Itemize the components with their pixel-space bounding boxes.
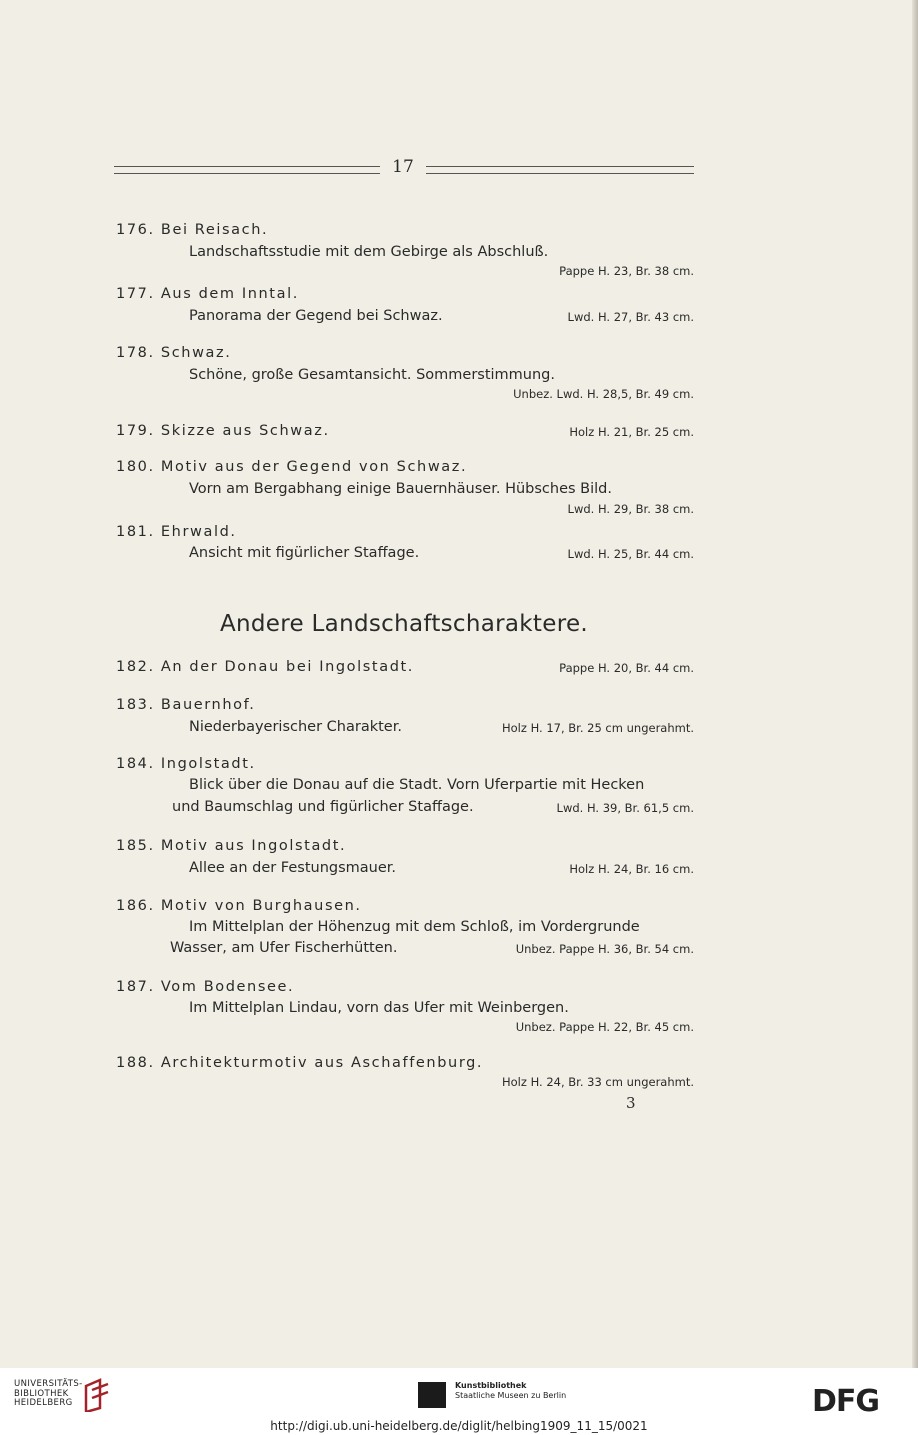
page-number: 17 [392, 157, 414, 177]
entry-184-dimensions: Lwd. H. 39, Br. 61,5 cm. [556, 801, 694, 815]
entry-185-dimensions: Holz H. 24, Br. 16 cm. [569, 862, 694, 876]
entry-186-title: 186. Motiv von Burghausen. [116, 898, 362, 914]
entry-184-description-line1: Blick über die Donau auf die Stadt. Vorn Uferpartie mit Hecken [189, 777, 645, 793]
entry-179-dimensions: Holz H. 21, Br. 25 cm. [569, 425, 694, 439]
kb-title: Kunstbibliothek [455, 1381, 527, 1390]
page-edge-shadow [912, 0, 918, 1368]
ub-logo-line: BIBLIOTHEK [14, 1388, 69, 1399]
ub-emblem-icon [82, 1378, 110, 1412]
entry-181-description: Ansicht mit figürlicher Staffage. [189, 545, 420, 561]
entry-180-dimensions: Lwd. H. 29, Br. 38 cm. [567, 502, 694, 516]
entry-179-title: 179. Skizze aus Schwaz. [116, 423, 330, 439]
dfg-logo[interactable]: DFG [812, 1384, 880, 1419]
section-heading: Andere Landschaftscharaktere. [219, 611, 589, 637]
entry-177-title: 177. Aus dem Inntal. [116, 286, 299, 302]
entry-180-description: Vorn am Bergabhang einige Bauernhäuser. Hübsches Bild. [189, 481, 612, 497]
entry-186-description-line1: Im Mittelplan der Höhenzug mit dem Schloß, im Vordergrunde [189, 919, 640, 935]
entry-188-title: 188. Architekturmotiv aus Aschaffenburg. [116, 1055, 484, 1071]
entry-187-title: 187. Vom Bodensee. [116, 979, 295, 995]
signature-mark: 3 [626, 1094, 636, 1112]
ub-logo-line: HEIDELBERG [14, 1398, 73, 1408]
kunstbibliothek-label [455, 1381, 566, 1401]
entry-183-title: 183. Bauernhof. [116, 697, 256, 713]
entry-188-dimensions: Holz H. 24, Br. 33 cm ungerahmt. [502, 1075, 694, 1089]
entry-178-description: Schöne, große Gesamtansicht. Sommerstimmung. [189, 367, 555, 383]
header-rule-right [426, 166, 694, 174]
entry-181-dimensions: Lwd. H. 25, Br. 44 cm. [567, 547, 694, 561]
entry-177-dimensions: Lwd. H. 27, Br. 43 cm. [567, 310, 694, 324]
entry-185-description: Allee an der Festungsmauer. [189, 860, 397, 876]
entry-176-dimensions: Pappe H. 23, Br. 38 cm. [559, 264, 694, 278]
entry-176-title: 176. Bei Reisach. [116, 222, 269, 238]
entry-178-title: 178. Schwaz. [116, 345, 232, 361]
header-rule-left [114, 166, 380, 174]
entry-176-description: Landschaftsstudie mit dem Gebirge als Abschluß. [189, 244, 549, 260]
entry-185-title: 185. Motiv aus Ingolstadt. [116, 838, 347, 854]
entry-184-description-line2: und Baumschlag und figürlicher Staffage. [172, 799, 474, 815]
entry-187-dimensions: Unbez. Pappe H. 22, Br. 45 cm. [515, 1020, 694, 1034]
entry-186-description-line2: Wasser, am Ufer Fischerhütten. [170, 940, 398, 956]
entry-182-title: 182. An der Donau bei Ingolstadt. [116, 659, 414, 675]
permalink-url[interactable]: http://digi.ub.uni-heidelberg.de/diglit/helbing1909_11_15/0021 [270, 1419, 648, 1433]
entry-184-title: 184. Ingolstadt. [116, 756, 256, 772]
entry-183-description: Niederbayerischer Charakter. [189, 719, 402, 735]
entry-186-dimensions: Unbez. Pappe H. 36, Br. 54 cm. [515, 942, 694, 956]
entry-177-description: Panorama der Gegend bei Schwaz. [189, 308, 443, 324]
entry-181-title: 181. Ehrwald. [116, 524, 237, 540]
entry-183-dimensions: Holz H. 17, Br. 25 cm ungerahmt. [502, 721, 694, 735]
ub-logo-line: UNIVERSITÄTS- [14, 1379, 83, 1389]
entry-182-dimensions: Pappe H. 20, Br. 44 cm. [559, 661, 694, 675]
entry-180-title: 180. Motiv aus der Gegend von Schwaz. [116, 459, 468, 475]
kunstbibliothek-logo-icon[interactable] [418, 1382, 446, 1408]
entry-187-description: Im Mittelplan Lindau, vorn das Ufer mit Weinbergen. [189, 1000, 569, 1016]
ub-heidelberg-logo[interactable] [14, 1380, 83, 1409]
entry-178-dimensions: Unbez. Lwd. H. 28,5, Br. 49 cm. [513, 387, 694, 401]
kb-subtitle: Staatliche Museen zu Berlin [455, 1391, 567, 1400]
